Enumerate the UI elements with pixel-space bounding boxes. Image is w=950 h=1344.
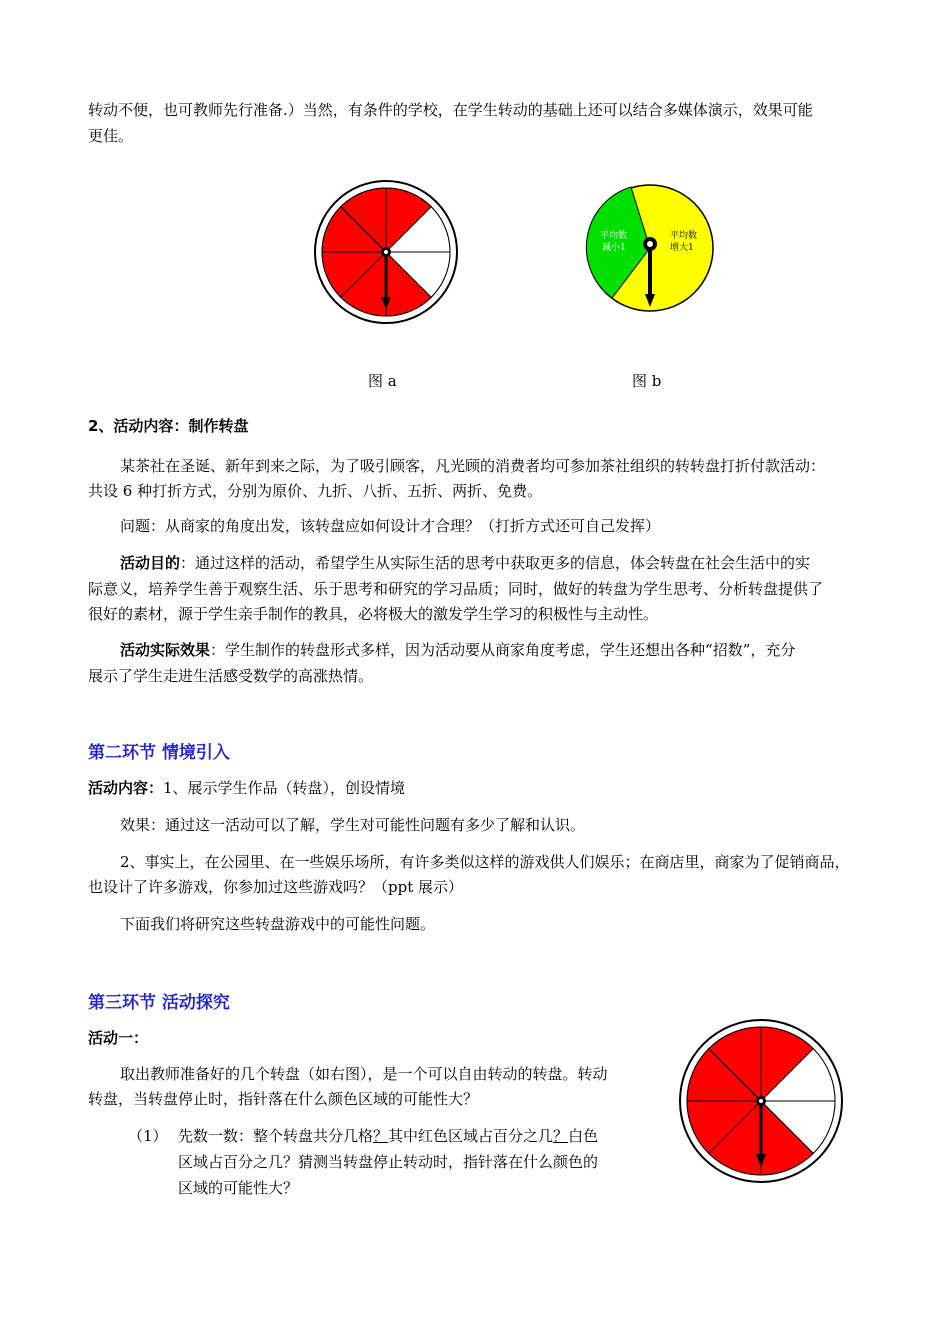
spinner-figure-right xyxy=(678,1018,844,1184)
effect-text: ：学生制作的转盘形式多样，因为活动要从商家角度考虑，学生还想出各种“招数”，充分 xyxy=(210,641,796,659)
section2-p3: 下面我们将研究这些转盘游戏中的可能性问题。 xyxy=(120,915,436,933)
activity2-effect-line2: 展示了学生走进生活感受数学的高涨热情。 xyxy=(88,667,374,685)
section3-item-line2: 区域占百分之几？猜测当转盘停止转动时，指针落在什么颜色的 xyxy=(178,1153,599,1171)
goal-label: 活动目的 xyxy=(120,554,181,572)
section2-p2-line1: 2、事实上，在公园里、在一些娱乐场所，有许多类似这样的游戏供人们娱乐；在商店里，商家为了促销商品， xyxy=(120,853,850,871)
section3-item-number: （1） xyxy=(128,1127,168,1145)
item-line1-a: 先数一数：整个转盘共分几格 xyxy=(178,1127,374,1145)
section2-content-label: 活动内容： xyxy=(88,779,164,797)
item-line1-c: 白色 xyxy=(568,1127,599,1145)
item-line1-b: 其中红色区域占百分之几 xyxy=(388,1127,554,1145)
activity2-p1-line2: 共设 6 种打折方式，分别为原价、九折、八折、五折、两折、免费。 xyxy=(88,482,543,500)
activity2-p1-line1: 某茶社在圣诞、新年到来之际，为了吸引顾客，凡光顾的消费者均可参加茶社组织的转转盘打折付款活动： xyxy=(120,457,826,475)
caption-figure-a: 图 a xyxy=(368,372,397,390)
spinner-b-left-label-2: 减小1 xyxy=(602,243,626,253)
activity2-effect-line1 xyxy=(120,640,910,660)
intro-line-1: 转动不便，也可教师先行准备.）当然，有条件的学校，在学生转动的基础上还可以结合多媒体演示，效果可能 xyxy=(88,101,813,119)
section2-p2-line2: 也设计了许多游戏，你参加过这些游戏吗？（ppt 展示） xyxy=(88,878,464,896)
section3-heading: 第三环节 活动探究 xyxy=(88,993,230,1013)
effect-label: 活动实际效果 xyxy=(120,641,211,659)
activity2-heading: 2、活动内容：制作转盘 xyxy=(88,417,249,435)
section3-p1-line1: 取出教师准备好的几个转盘（如右图），是一个可以自由转动的转盘。转动 xyxy=(120,1065,608,1083)
section2-heading: 第二环节 情境引入 xyxy=(88,743,230,763)
section2-content-text: 1、展示学生作品（转盘），创设情境 xyxy=(163,779,406,797)
section2-effect: 效果：通过这一活动可以了解，学生对可能性问题有多少了解和认识。 xyxy=(120,816,586,834)
goal-text: ：通过这样的活动，希望学生从实际生活的思考中获取更多的信息，体会转盘在社会生活中的实 xyxy=(180,554,811,572)
spinner-b-right-label-2: 增大1 xyxy=(670,243,694,253)
item-q2: ？ xyxy=(553,1127,569,1145)
spinner-b-right-label-1: 平均数 xyxy=(670,231,698,241)
activity2-question: 问题：从商家的角度出发，该转盘应如何设计才合理？（打折方式还可自己发挥） xyxy=(120,517,661,535)
section2-content xyxy=(88,778,878,798)
activity2-goal-line1 xyxy=(120,553,910,573)
section3-p1-line2: 转盘，当转盘停止时，指针落在什么颜色区域的可能性大？ xyxy=(88,1090,479,1108)
intro-line-2: 更佳。 xyxy=(88,127,134,145)
activity2-goal-line2: 际意义，培养学生善于观察生活、乐于思考和研究的学习品质；同时，做好的转盘为学生思考、分析转盘提供了 xyxy=(88,580,824,598)
spinner-figure-b xyxy=(584,182,716,314)
spinner-b-left-label-1: 平均数 xyxy=(600,231,628,241)
section3-item-line3: 区域的可能性大？ xyxy=(178,1179,299,1197)
spinner-figure-a xyxy=(313,179,459,325)
item-q1: ？ xyxy=(373,1127,389,1145)
activity2-goal-line3: 很好的素材，源于学生亲手制作的教具，必将极大的激发学生学习的积极性与主动性。 xyxy=(88,605,659,623)
section3-activity-label: 活动一： xyxy=(88,1029,149,1047)
section3-item-line1 xyxy=(178,1126,678,1146)
caption-figure-b: 图 b xyxy=(632,372,662,390)
